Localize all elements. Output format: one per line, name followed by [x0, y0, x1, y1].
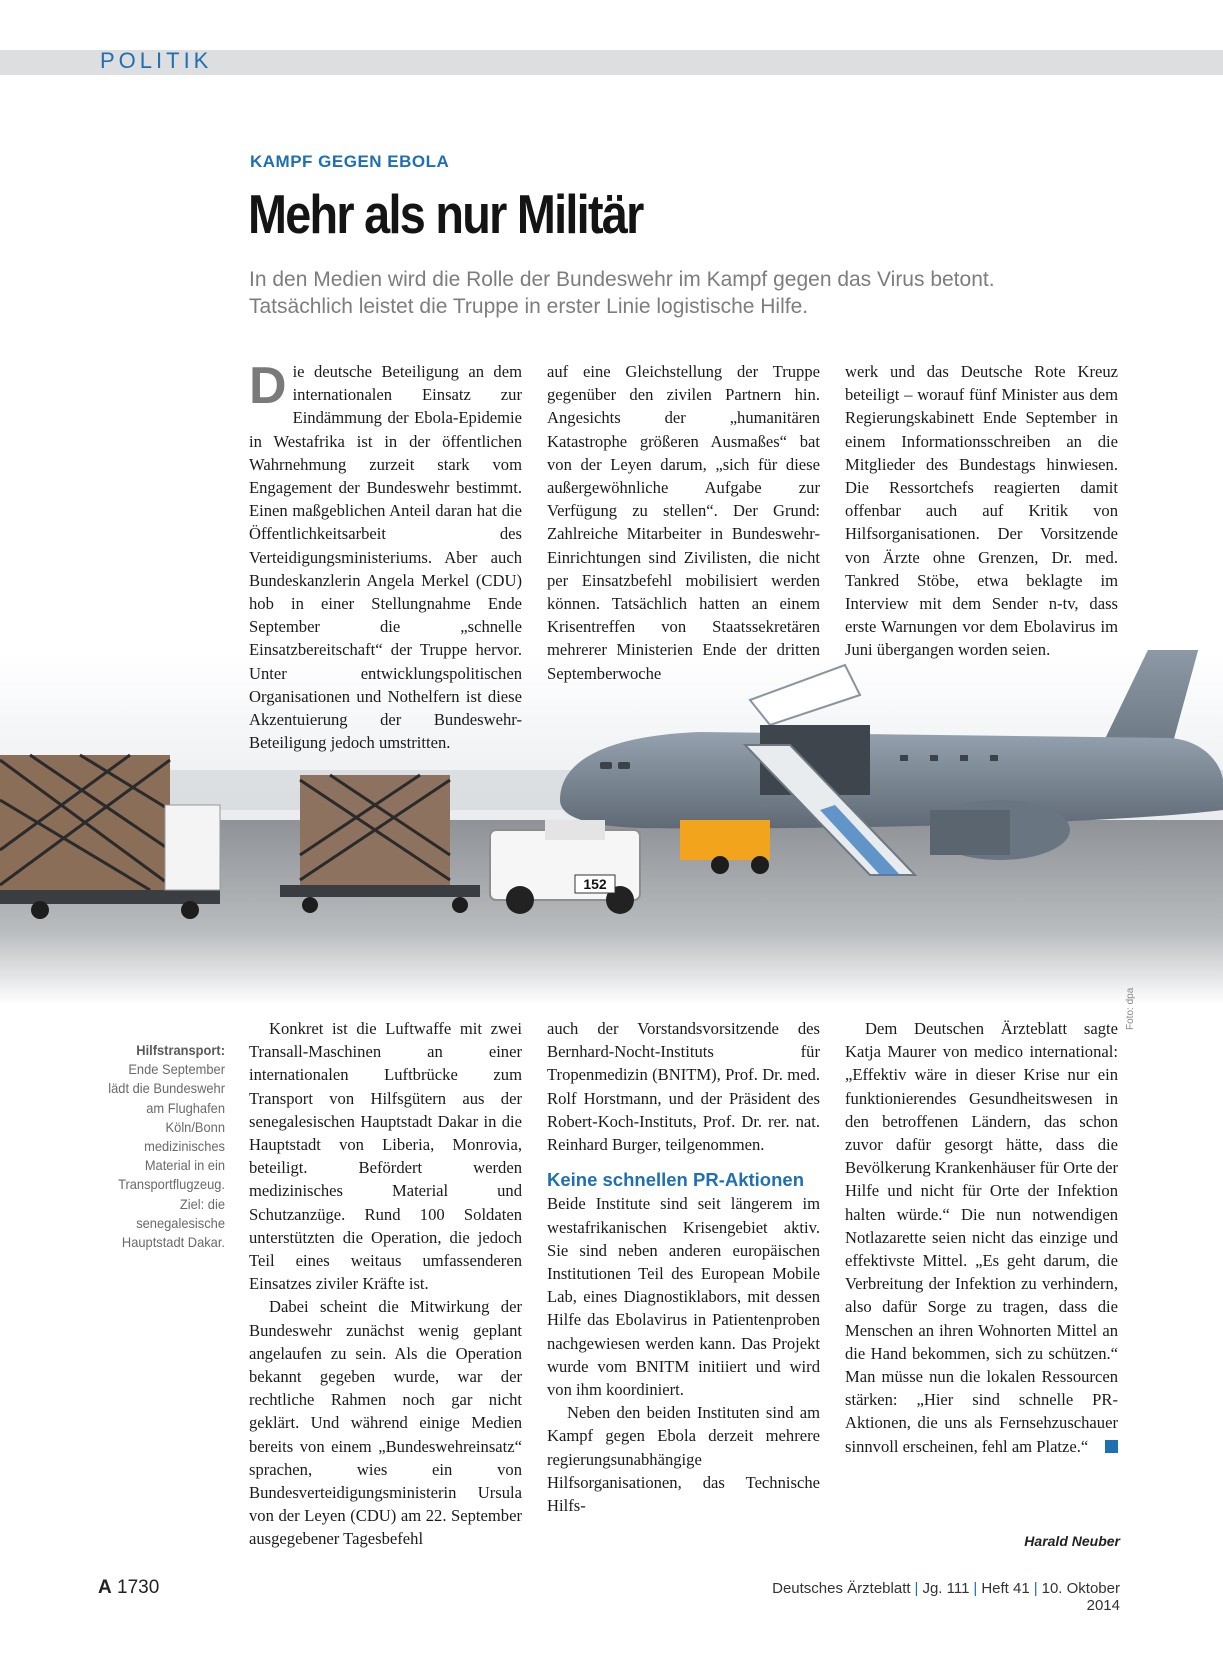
article-standfirst [249, 266, 1149, 320]
baggage-tug [490, 820, 640, 914]
journal-volume: Jg. 111 [922, 1580, 970, 1597]
footer-separator: | [973, 1580, 978, 1597]
page-prefix: A [98, 1577, 112, 1598]
journal-date: 10. Oktober 2014 [1041, 1580, 1120, 1614]
journal-name: Deutsches Ärzteblatt [772, 1580, 911, 1597]
cargo-aircraft-photo [0, 650, 1223, 1005]
article-paragraph [845, 1017, 1118, 1458]
article-headline: Mehr als nur Militär [248, 183, 643, 245]
page-number-value: 1730 [117, 1577, 160, 1598]
article-column-1-bottom [249, 1017, 522, 1551]
article-paragraph-text: Dem Deutschen Ärzteblatt sagte Katja Maurer von medico international: „Effektiv wäre in dieser Krise nur ein funktionierendes Gesundheitswesen in den betroffenen Ländern, das schon zuvor dafür gesorgt hätte, dass die Bevölkerung Krankenhäuser für Orte der Hilfe und nicht für Orte der Infektion halten würde.“ Die nun notwendigen Notlazarette seien nicht das einzige und effektivste Mittel. „Es geht darum, die Verbreitung der Infektion zu verhindern, also dafür Sorge zu tragen, dass die Menschen an ihren Wohnorten Mittel an die Hand bekommen, sich zu schützen.“ Man müsse nun die lokalen Ressourcen stärken: „Hier sind schnelle PR-Aktionen, die uns als Fernsehzuschauer sinnvoll erscheinen, fehl am Platze.“ [845, 1019, 1118, 1456]
caption-text: Ende September lädt die Bundeswehr am Flughafen Köln/Bonn medizinisches Material in ein Transportflugzeug. Ziel: die senegalesische Hauptstadt Dakar. [108, 1061, 225, 1251]
standfirst-line: Tatsächlich leistet die Truppe in erster Linie logistische Hilfe. [249, 295, 809, 318]
tug-number: 152 [583, 876, 607, 892]
article-paragraph: Konkret ist die Luftwaffe mit zwei Transall-Maschinen an einer internationalen Luftbrücke zum Transport von Hilfsgütern aus der senegalesischen Hauptstadt Dakar in die Hauptstadt von Liberia, Monrovia, beteiligt. Befördert werden medizinisches Material und Schutzanzüge. Rund 100 Soldaten unterstützten die Operation, die jedoch Teil eines weitaus umfassenderen Einsatzes ziviler Kräfte ist. [249, 1019, 522, 1294]
article-paragraph: auf eine Gleichstellung der Truppe gegenüber den zivilen Partnern hin. Angesichts der „humanitären Katastrophe größeren Ausmaßes“ bat von der Leyen darum, „sich für diese außergewöhnliche Aufgabe zur Verfügung zu stellen“. Der Grund: Zahlreiche Mitarbeiter in Bundeswehr-Einrichtungen sind Zivilisten, die nicht per Einsatzbefehl mobilisiert werden können. Tatsächlich hatten an einem Krisentreffen von Staatssekretären mehrerer Ministerien Ende der dritten Septemberwoche [547, 362, 820, 683]
article-paragraph: Neben den beiden Instituten sind am Kampf gegen Ebola derzeit mehrere regierungsunabhängige Hilfsorganisationen, das Technische Hilfs- [547, 1403, 820, 1516]
article-subheading: Keine schnellen PR-Aktionen [547, 1169, 804, 1191]
footer-separator: | [914, 1580, 919, 1597]
flatbed-trailer [280, 885, 480, 897]
photo-credit: Foto: dpa [1125, 987, 1136, 1030]
standfirst-line: In den Medien wird die Rolle der Bundeswehr im Kampf gegen das Virus betont. [249, 268, 995, 291]
article-column-1-top [249, 357, 522, 754]
article-column-3-bottom [845, 1017, 1118, 1458]
drop-cap: D [249, 357, 287, 415]
article-paragraph: werk und das Deutsche Rote Kreuz beteiligt – worauf fünf Minister aus dem Regierungskabinett Ende September in einem Informationsschreiben an die Mitglieder des Bundestags hinwiesen. Die Ressortchefs reagierten damit offenbar auch auf Kritik von Hilfsorganisationen. Der Vorsitzende von Ärzte ohne Grenzen, Dr. med. Tankred Stöbe, etwa beklagte im Interview mit dem Sender n-tv, dass erste Warnungen vor dem Ebolavirus im Juni übergangen worden seien. [845, 362, 1118, 660]
photo-caption [108, 1041, 225, 1252]
cargo-loader [680, 820, 770, 860]
article-paragraph: ie deutsche Beteiligung an dem internationalen Einsatz zur Eindämmung der Ebola-Epidemie in Westafrika ist in der öffentlichen Wahrnehmung zurzeit stark vom Engagement der Bundeswehr bestimmt. Einen maßgeblichen Anteil daran hat die Öffentlichkeitsarbeit des Verteidigungsministeriums. Aber auch Bundeskanzlerin Angela Merkel (CDU) hob in einer Stellungnahme Ende September die „schnelle Einsatzbereitschaft“ der Truppe hervor. Unter entwicklungspolitischen Organisationen und Nothelfern ist diese Akzentuierung der Bundeswehr-Beteiligung jedoch umstritten. [249, 362, 522, 753]
article-column-2-top [547, 360, 820, 685]
section-label: POLITIK [100, 48, 213, 73]
footer-separator: | [1033, 1580, 1038, 1597]
page-number [98, 1577, 159, 1599]
end-mark-icon [1105, 1440, 1118, 1453]
cargo-pallet [300, 775, 450, 885]
article-column-2-bottom [547, 1017, 820, 1517]
article-column-3-top [845, 360, 1118, 662]
article-paragraph: auch der Vorstandsvorsitzende des Bernhard-Nocht-Instituts für Tropenmedizin (BNITM), Prof. Dr. med. Rolf Horstmann, und der Präsident des Robert-Koch-Instituts, Prof. Dr. rer. nat. Reinhard Burger, teilgenommen. [547, 1019, 820, 1155]
article-kicker: KAMPF GEGEN EBOLA [250, 152, 450, 171]
tow-vehicle [165, 805, 220, 890]
article-paragraph: Dabei scheint die Mitwirkung der Bundeswehr zunächst wenig geplant angelaufen zu sein. Als die Operation bekannt gegeben wurde, war der rechtliche Rahmen noch gar nicht geklärt. Und während einige Medien bereits von einem „Bundeswehreinsatz“ sprachen, wies ein von Bundesverteidigungsministerin Ursula von der Leyen (CDU) am 22. September ausgegebener Tagesbefehl [249, 1297, 522, 1549]
journal-issue: Heft 41 [981, 1580, 1030, 1597]
aircraft-fuselage [560, 732, 1223, 828]
author-byline: Harald Neuber [1024, 1533, 1120, 1549]
caption-heading: Hilfstransport: [136, 1042, 225, 1058]
cargo-pallet [0, 755, 170, 890]
article-paragraph: Beide Institute sind seit längerem im westafrikanischen Krisengebiet aktiv. Sie sind neben anderen europäischen Institutionen Teil des European Mobile Lab, eines Diagnostiklabors, mit dessen Hilfe das Ebolavirus in Patientenproben nachgewiesen werden kann. Das Projekt wurde vom BNITM initiiert und wird von ihm koordiniert. [547, 1194, 820, 1400]
journal-footer [760, 1580, 1120, 1614]
